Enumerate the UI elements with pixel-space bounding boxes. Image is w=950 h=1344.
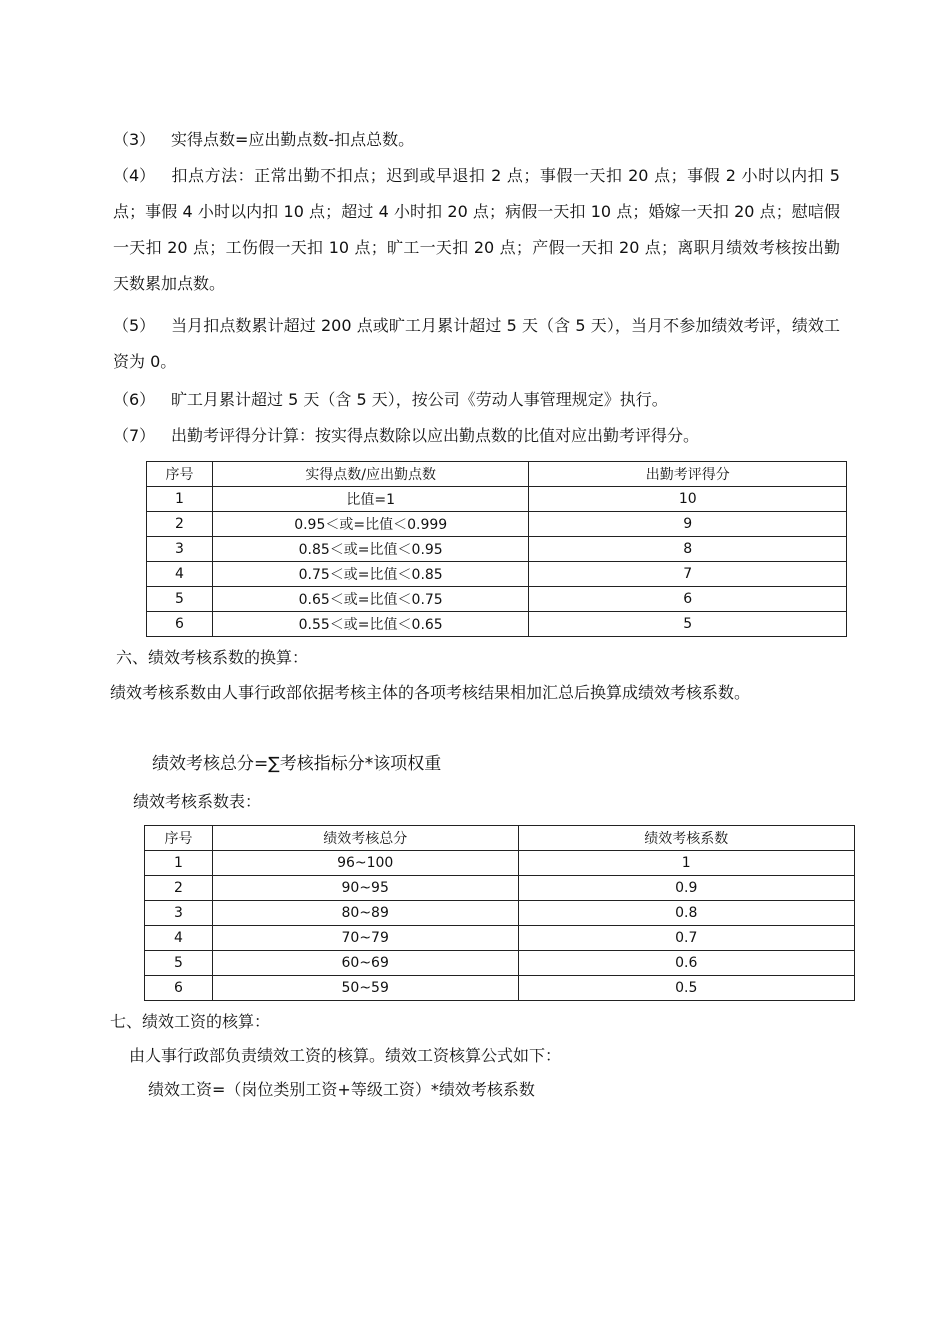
coefficient-table [144,825,855,1001]
header-cell: 实得点数/应出勤点数 [212,462,529,487]
table-cell: 3 [147,537,213,562]
table-cell: 4 [145,926,213,951]
header-cell: 出勤考评得分 [529,462,847,487]
table-cell: 1 [147,487,213,512]
table-cell: 8 [529,537,847,562]
section-7-formula: 绩效工资=（岗位类别工资+等级工资）*绩效考核系数 [148,1080,535,1099]
table-row [145,876,855,901]
table-cell: 90~95 [212,876,518,901]
table-row [147,612,847,637]
table-cell: 80~89 [212,901,518,926]
table-cell: 2 [147,512,213,537]
table-cell: 3 [145,901,213,926]
table-row [145,951,855,976]
list-item-6 [113,382,840,418]
table-cell: 50~59 [212,976,518,1001]
list-item-7 [113,418,840,454]
table-cell: 10 [529,487,847,512]
item-text: 实得点数=应出勤点数-扣点总数。 [171,130,415,149]
table-cell: 6 [147,612,213,637]
table-cell: 0.95＜或=比值＜0.999 [212,512,529,537]
table-cell: 0.55＜或=比值＜0.65 [212,612,529,637]
table-row [145,851,855,876]
list-item-5 [113,308,840,380]
table-cell: 5 [529,612,847,637]
table-row [147,512,847,537]
header-cell: 序号 [145,826,213,851]
item-text: 当月扣点数累计超过 200 点或旷工月累计超过 5 天（含 5 天），当月不参加绩效考评，绩效工资为 0。 [113,316,840,371]
section-6-title: 六、绩效考核系数的换算： [116,648,309,667]
table-cell: 2 [145,876,213,901]
table-cell: 1 [145,851,213,876]
table-row [147,487,847,512]
item-text: 扣点方法：正常出勤不扣点；迟到或早退扣 2 点；事假一天扣 20 点；事假 2 小时以内扣 5 点；事假 4 小时以内扣 10 点；超过 4 小时扣 20 点；病假一天扣 10 点；婚嫁一天扣 20 点；慰唁假一天扣 20 点；工伤假一天扣 10 点；旷工一天扣 20 点；产假一天扣 20 点；离职月绩效考核按出勤天数累加点数。 [113,166,840,293]
table-cell: 0.6 [518,951,855,976]
table-row [145,926,855,951]
table-cell: 6 [529,587,847,612]
coefficient-table-caption: 绩效考核系数表： [133,792,262,811]
attendance-score-table [146,461,847,637]
table-row [145,976,855,1001]
table-cell: 0.75＜或=比值＜0.85 [212,562,529,587]
table-row [147,562,847,587]
header-cell: 绩效考核系数 [518,826,855,851]
item-number: （5） [113,316,156,335]
table-cell: 0.9 [518,876,855,901]
item-number: （4） [113,166,156,185]
header-cell: 绩效考核总分 [212,826,518,851]
table-cell: 70~79 [212,926,518,951]
table-cell: 0.8 [518,901,855,926]
table-cell: 7 [529,562,847,587]
item-number: （6） [113,390,156,409]
section-7-body: 由人事行政部负责绩效工资的核算。绩效工资核算公式如下： [129,1046,562,1065]
list-item-3 [113,122,840,158]
item-number: （7） [113,426,156,445]
section-7-title: 七、绩效工资的核算： [110,1012,271,1031]
table-cell: 0.65＜或=比值＜0.75 [212,587,529,612]
section-6-formula: 绩效考核总分=∑考核指标分*该项权重 [152,754,442,774]
section-6-body: 绩效考核系数由人事行政部依据考核主体的各项考核结果相加汇总后换算成绩效考核系数。 [110,683,751,702]
table-row [147,587,847,612]
table-cell: 0.85＜或=比值＜0.95 [212,537,529,562]
table-cell: 比值=1 [212,487,529,512]
table-cell: 1 [518,851,855,876]
table-cell: 5 [147,587,213,612]
table-row [145,901,855,926]
table-cell: 60~69 [212,951,518,976]
table-cell: 6 [145,976,213,1001]
table-cell: 96~100 [212,851,518,876]
table-cell: 4 [147,562,213,587]
table-header-row [145,826,855,851]
header-cell: 序号 [147,462,213,487]
table-cell: 0.7 [518,926,855,951]
table-cell: 5 [145,951,213,976]
table-row [147,537,847,562]
table-cell: 9 [529,512,847,537]
table-cell: 0.5 [518,976,855,1001]
list-item-4 [113,158,840,302]
item-number: （3） [113,130,156,149]
item-text: 旷工月累计超过 5 天（含 5 天），按公司《劳动人事管理规定》执行。 [171,390,668,409]
item-text: 出勤考评得分计算：按实得点数除以应出勤点数的比值对应出勤考评得分。 [171,426,700,445]
table-header-row [147,462,847,487]
